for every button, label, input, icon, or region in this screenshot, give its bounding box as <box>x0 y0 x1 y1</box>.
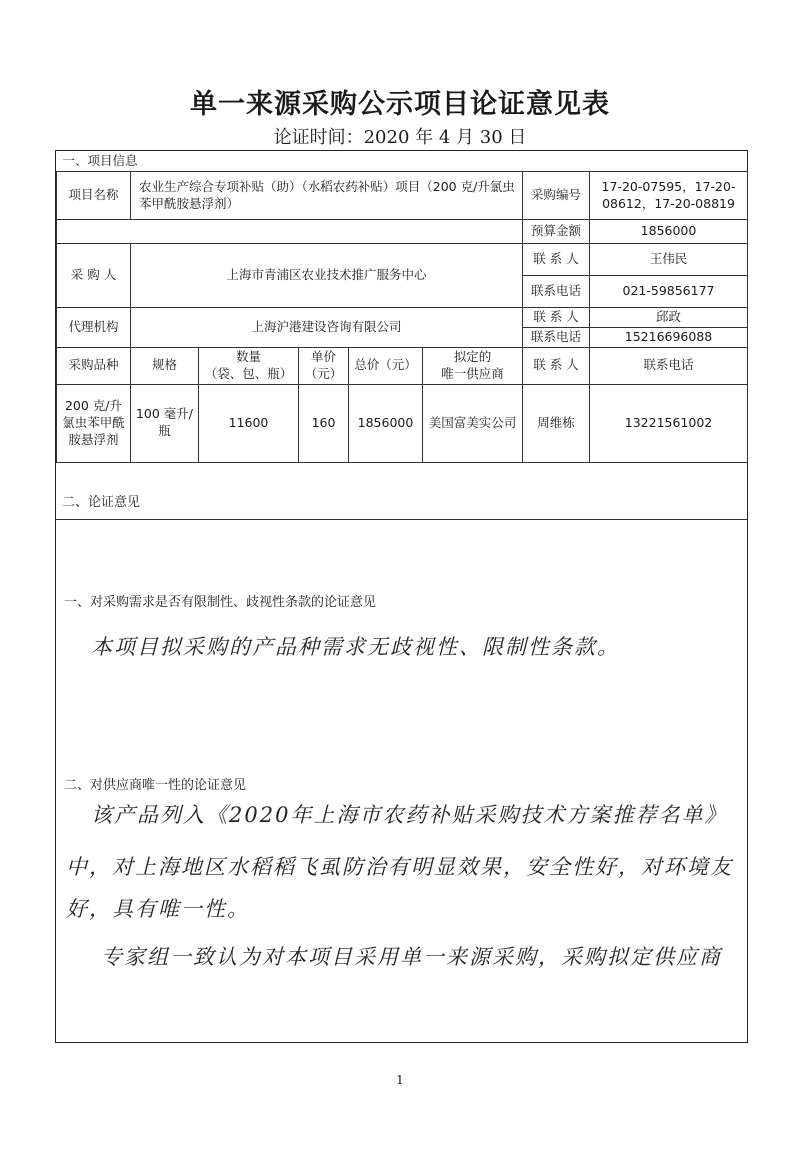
purchase-no-value: 17-20-07595，17-20-08612，17-20-08819 <box>590 172 748 220</box>
item-spec: 100 毫升/瓶 <box>131 384 199 462</box>
review-date: 论证时间：2020 年 4 月 30 日 <box>273 127 527 148</box>
item-variety: 200 克/升氯虫苯甲酰胺悬浮剂 <box>57 384 131 462</box>
agency-contact-value: 邱政 <box>590 308 748 328</box>
buyer-contact-label: 联 系 人 <box>523 244 590 276</box>
col-spec-header: 规格 <box>131 348 199 385</box>
col-contact-header: 联 系 人 <box>523 348 590 385</box>
project-name-spacer <box>57 220 523 244</box>
agency-phone-label: 联系电话 <box>523 328 590 348</box>
page-number: 1 <box>396 1073 404 1087</box>
answer-2-line-4: 专家组一致认为对本项目采用单一来源采购，采购拟定供应商 <box>101 945 722 969</box>
buyer-contact-value: 王伟民 <box>590 244 748 276</box>
buyer-label: 采 购 人 <box>57 244 131 308</box>
section1-heading: 一、项目信息 <box>57 151 748 172</box>
budget-value: 1856000 <box>590 220 748 244</box>
item-contact: 周维栋 <box>523 384 590 462</box>
col-supplier-header: 拟定的 唯一供应商 <box>423 348 523 385</box>
item-unit-price: 160 <box>299 384 349 462</box>
answer-2-line-1: 该产品列入《2020年上海市农药补贴采购技术方案推荐名单》 <box>91 803 728 827</box>
item-total: 1856000 <box>349 384 423 462</box>
item-phone: 13221561002 <box>590 384 748 462</box>
col-quantity-header: 数量 （袋、包、瓶） <box>199 348 299 385</box>
purchase-no-label: 采购编号 <box>523 172 590 220</box>
buyer-phone-value: 021-59856177 <box>590 276 748 308</box>
review-form <box>55 150 748 1043</box>
col-phone-header: 联系电话 <box>590 348 748 385</box>
agency-phone-value: 15216696088 <box>590 328 748 348</box>
project-name-value: 农业生产综合专项补贴（助）（水稻农药补贴）项目（200 克/升氯虫苯甲酰胺悬浮剂） <box>131 172 523 220</box>
col-variety-header: 采购品种 <box>57 348 131 385</box>
col-unit-price-header: 单价 （元） <box>299 348 349 385</box>
agency-label: 代理机构 <box>57 308 131 348</box>
agency-contact-label: 联 系 人 <box>523 308 590 328</box>
table-row <box>57 384 748 462</box>
buyer-value: 上海市青浦区农业技术推广服务中心 <box>131 244 523 308</box>
project-info-table <box>56 151 748 463</box>
buyer-phone-label: 联系电话 <box>523 276 590 308</box>
col-total-header: 总价（元） <box>349 348 423 385</box>
agency-value: 上海沪港建设咨询有限公司 <box>131 308 523 348</box>
budget-label: 预算金额 <box>523 220 590 244</box>
section2-heading: 二、论证意见 <box>62 495 141 510</box>
item-quantity: 11600 <box>199 384 299 462</box>
item-supplier: 美国富美实公司 <box>423 384 523 462</box>
document-title: 单一来源采购公示项目论证意见表 <box>190 89 610 120</box>
answer-1: 本项目拟采购的产品种需求无歧视性、限制性条款。 <box>91 635 620 659</box>
question-2: 二、对供应商唯一性的论证意见 <box>64 778 247 793</box>
answer-2-line-3: 好，具有唯一性。 <box>66 897 250 921</box>
section2-divider <box>56 519 747 520</box>
answer-2-line-2: 中，对上海地区水稻稻飞虱防治有明显效果，安全性好，对环境友 <box>66 855 733 879</box>
question-1: 一、对采购需求是否有限制性、歧视性条款的论证意见 <box>64 595 377 610</box>
project-name-label: 项目名称 <box>57 172 131 220</box>
